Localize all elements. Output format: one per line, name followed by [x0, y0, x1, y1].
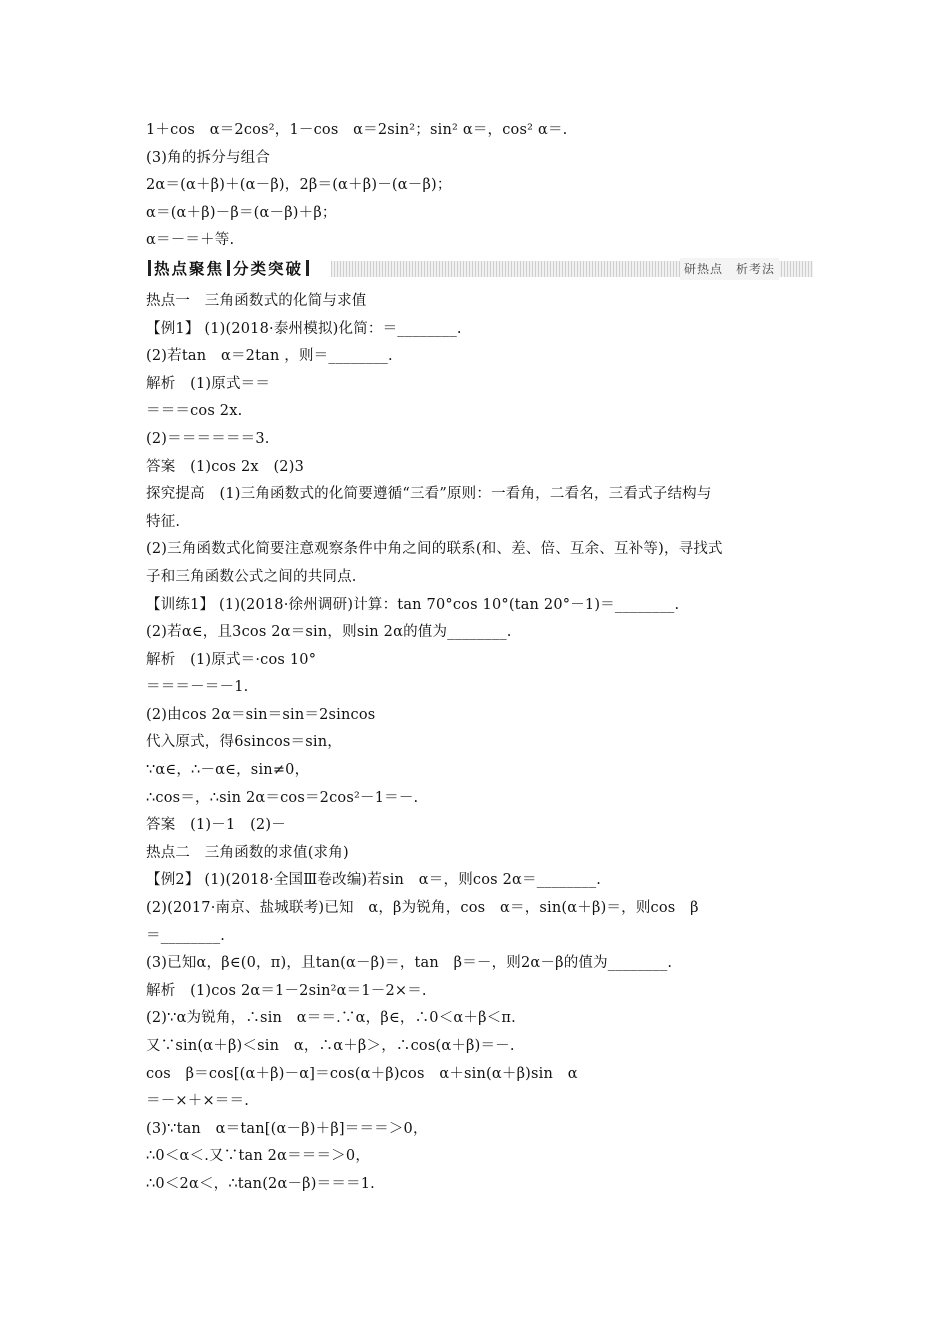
banner-bar	[148, 260, 151, 276]
text-line: cos β＝cos[(α＋β)－α]＝cos(α＋β)cos α＋sin(α＋β)sin α	[146, 1065, 578, 1082]
text-line: (2)∵α为锐角，∴sin α＝＝.∵α，β∈，∴0＜α＋β＜π.	[146, 1010, 516, 1027]
text-line: ∴cos＝，∴sin 2α＝cos＝2cos²－1＝－.	[146, 789, 419, 806]
text-line: ＝________.	[146, 927, 226, 944]
text-line: (2)(2017·南京、盐城联考)已知 α，β为锐角，cos α＝，sin(α＋β)＝，则cos β	[146, 900, 699, 917]
heading-hotspot-2: 热点二 三角函数的求值(求角)	[146, 844, 349, 861]
training-1-question: 【训练1】 (1)(2018·徐州调研)计算：tan 70°cos 10°(tan 20°－1)＝________.	[146, 596, 680, 613]
text-line: ＝＝＝－＝－1.	[146, 679, 249, 696]
text-line: (2)三角函数式化简要注意观察条件中角之间的联系(和、差、倍、互余、互补等)，寻找式	[146, 541, 723, 558]
answer-line: 答案 (1)cos 2x (2)3	[146, 458, 305, 475]
banner-title-part1: 热点聚焦	[154, 259, 225, 278]
text-line: 特征.	[146, 513, 181, 530]
text-line: ∵α∈，∴－α∈，sin≠0，	[146, 762, 310, 779]
text-line: α＝(α＋β)－β＝(α－β)＋β；	[146, 204, 337, 221]
example-2-question: 【例2】 (1)(2018·全国Ⅲ卷改编)若sin α＝，则cos 2α＝________.	[146, 872, 602, 889]
banner-title-part2: 分类突破	[233, 259, 304, 278]
answer-line: 答案 (1)－1 (2)－	[146, 817, 286, 834]
example-1-question: 【例1】 (1)(2018·泰州模拟)化简：＝________.	[146, 320, 462, 337]
text-line: ＝＝＝cos 2x.	[146, 403, 243, 420]
main-block	[146, 288, 814, 1199]
text-line: (3)∵tan α＝tan[(α－β)＋β]＝＝＝＞0，	[146, 1120, 428, 1137]
text-line: (2)若tan α＝2tan ，则＝________.	[146, 348, 393, 365]
text-line: 解析 (1)cos 2α＝1－2sin²α＝1－2×＝.	[146, 982, 427, 999]
text-line: ∴0＜2α＜，∴tan(2α－β)＝＝＝1.	[146, 1175, 375, 1192]
text-line: ∴0＜α＜.又∵tan 2α＝＝＝＞0，	[146, 1148, 371, 1165]
banner-title	[145, 258, 318, 280]
banner-bar	[306, 260, 309, 276]
text-line: 解析 (1)原式＝＝	[146, 375, 271, 392]
banner-bar	[227, 260, 230, 276]
text-line: (2)＝＝＝＝＝＝3.	[146, 430, 270, 447]
text-line: 又∵sin(α＋β)＜sin α，∴α＋β＞，∴cos(α＋β)＝－.	[146, 1038, 515, 1054]
document-page	[146, 117, 814, 1199]
text-line: 1＋cos α＝2cos²，1－cos α＝2sin²；sin² α＝，cos² α＝.	[146, 122, 568, 138]
text-line: 子和三角函数公式之间的共同点.	[146, 568, 357, 585]
section-banner	[145, 258, 813, 280]
text-line: 2α＝(α＋β)＋(α－β)，2β＝(α＋β)－(α－β)；	[146, 177, 452, 194]
text-line: 代入原式，得6sincos＝sin，	[146, 734, 342, 751]
banner-subtitle: 研热点 析考法	[680, 258, 779, 280]
text-line: (3)已知α，β∈(0，π)，且tan(α－β)＝，tan β＝－，则2α－β的值为________.	[146, 955, 673, 972]
intro-block	[146, 117, 814, 255]
text-line: ＝－×＋×＝＝.	[146, 1093, 250, 1110]
text-line: (3)角的拆分与组合	[146, 149, 271, 166]
text-line: α＝－＝＋等.	[146, 232, 235, 249]
text-line: (2)由cos 2α＝sin＝sin＝2sincos	[146, 706, 376, 723]
text-line: (2)若α∈，且3cos 2α＝sin，则sin 2α的值为________.	[146, 624, 512, 641]
heading-hotspot-1: 热点一 三角函数式的化简与求值	[146, 292, 367, 309]
text-line: 解析 (1)原式＝·cos 10°	[146, 651, 317, 668]
text-line: 探究提高 (1)三角函数式的化简要遵循“三看”原则：一看角，二看名，三看式子结构与	[146, 486, 712, 503]
